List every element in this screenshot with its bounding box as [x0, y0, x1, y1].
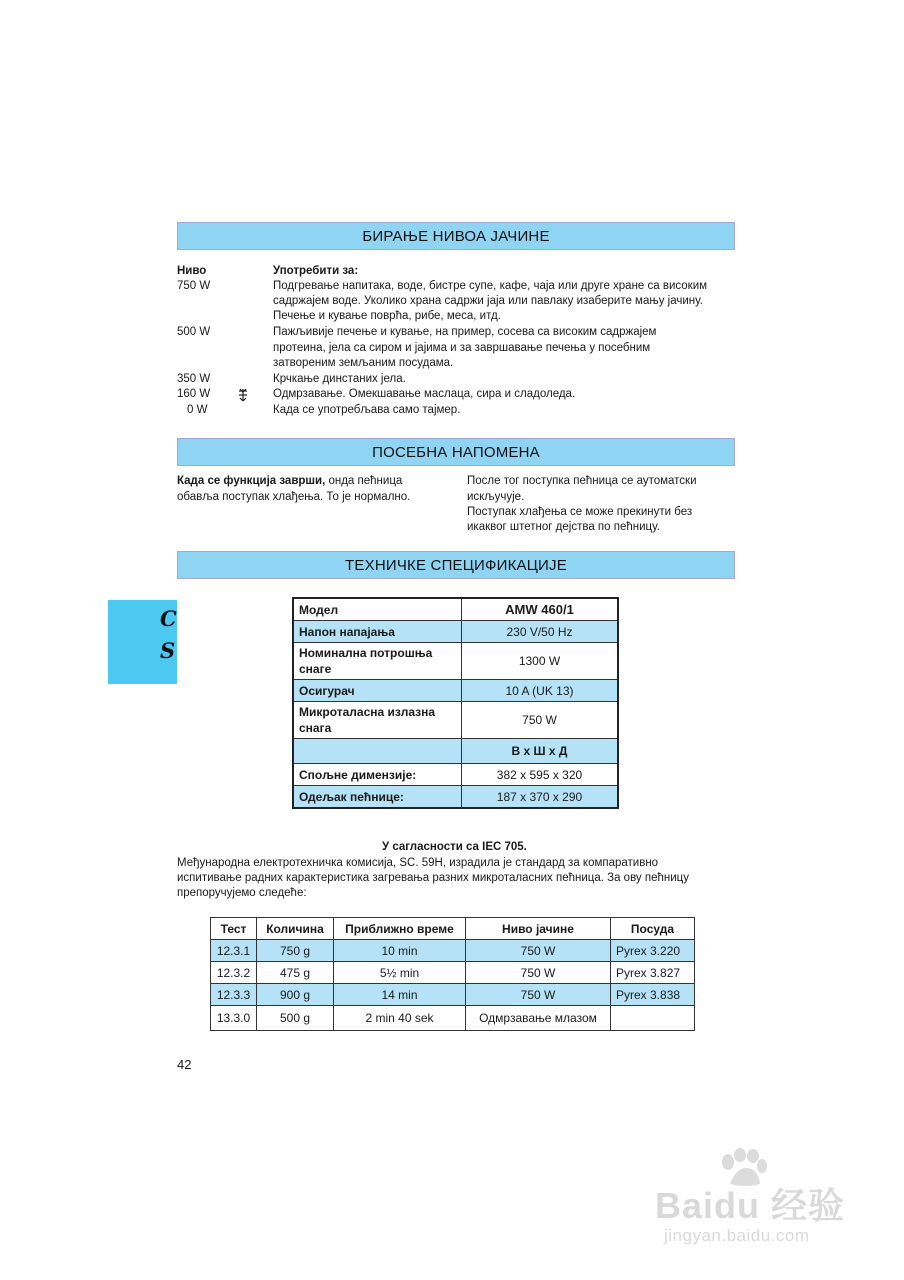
- spec-cavity-label: Одељак пећнице:: [293, 786, 462, 809]
- test-cell: 750 W: [466, 962, 611, 984]
- spec-model-label: Модел: [293, 598, 462, 621]
- spec-power-label-1: Номинална потрошња: [299, 646, 433, 660]
- spec-mw-label-1: Микроталасна излазна: [299, 705, 436, 719]
- page-number: 42: [177, 1057, 192, 1072]
- note-right-line3: Поступак хлађења се може прекинути без: [467, 506, 693, 518]
- spec-model-value: AMW 460/1: [462, 598, 619, 621]
- test-table-header: [211, 918, 695, 940]
- use-160: Одмрзавање. Омекшавање маслаца, сира и сладоледа.: [273, 388, 576, 400]
- spec-fuse-label: Осигурач: [293, 680, 462, 702]
- section-header-special-note: ПОСЕБНА НАПОМЕНА: [177, 438, 735, 466]
- test-cell: Pyrex 3.220: [611, 940, 695, 962]
- test-header-quantity: Количина: [257, 918, 334, 940]
- spec-row-voltage: [293, 621, 618, 643]
- spec-fuse-value: 10 A (UK 13): [462, 680, 619, 702]
- language-side-tab: [108, 600, 177, 684]
- spec-mw-value: 750 W: [462, 702, 619, 739]
- side-tab-letter-s: S: [160, 638, 176, 663]
- spec-row-outer: [293, 764, 618, 786]
- test-cell: 12.3.1: [211, 940, 257, 962]
- test-cell: 5½ min: [334, 962, 466, 984]
- test-cell: 900 g: [257, 984, 334, 1006]
- use-500-line3: затвореним земљаним посудама.: [273, 357, 454, 369]
- note-right-line2: искључује.: [467, 491, 525, 503]
- note-left-line1: [177, 474, 402, 490]
- spec-row-cavity: [293, 786, 618, 809]
- test-cell: 2 min 40 sek: [334, 1006, 466, 1031]
- spec-outer-value: 382 x 595 x 320: [462, 764, 619, 786]
- use-750-line3: Печење и кување поврћа, рибе, меса, итд.: [273, 310, 501, 322]
- spec-dims-header: В x Ш x Д: [462, 739, 619, 764]
- iec-title: У сагласности са IEC 705.: [382, 841, 527, 853]
- level-750: 750 W: [177, 280, 211, 292]
- table-row: [211, 940, 695, 962]
- iec-line2: испитивање радних карактеристика загревања разних микроталасних пећница. За ову пећницу: [177, 872, 690, 884]
- test-cell: 750 W: [466, 940, 611, 962]
- spec-table: [292, 597, 619, 809]
- spec-row-power: [293, 643, 618, 680]
- col-header-level: Ниво: [177, 265, 207, 277]
- use-350: Крчкање динстаних јела.: [273, 373, 406, 385]
- spec-row-dims-header: [293, 739, 618, 764]
- note-right-line4: икаквог штетног дејства по пећницу.: [467, 521, 660, 533]
- table-row: [211, 984, 695, 1006]
- section-header-power-levels: БИРАЊЕ НИВОА ЈАЧИНЕ: [177, 222, 735, 250]
- test-cell: 750 W: [466, 984, 611, 1006]
- test-header-time: Приближно време: [334, 918, 466, 940]
- use-750-line2: садржајем воде. Уколико храна садржи јаја или павлаку изаберите мању јачину.: [273, 295, 703, 307]
- note-right-line1: После тог поступка пећница се аутоматски: [467, 475, 697, 487]
- test-cell: 14 min: [334, 984, 466, 1006]
- test-cell: 12.3.2: [211, 962, 257, 984]
- spec-row-model: [293, 598, 618, 621]
- test-header-test: Тест: [211, 918, 257, 940]
- spec-power-value: 1300 W: [462, 643, 619, 680]
- use-0: Када се употребљава само тајмер.: [273, 404, 461, 416]
- table-row: [211, 1006, 695, 1031]
- test-cell: 12.3.3: [211, 984, 257, 1006]
- spec-cavity-value: 187 x 370 x 290: [462, 786, 619, 809]
- watermark-url: jingyan.baidu.com: [664, 1226, 810, 1245]
- test-table: [210, 917, 695, 1031]
- note-rest-phrase: онда пећница: [325, 475, 403, 487]
- spec-voltage-label: Напон напајања: [293, 621, 462, 643]
- spec-power-label: [293, 643, 462, 680]
- spec-row-fuse: [293, 680, 618, 702]
- defrost-icon: [237, 388, 249, 402]
- test-cell: Pyrex 3.838: [611, 984, 695, 1006]
- section-header-tech-specs: ТЕХНИЧКЕ СПЕЦИФИКАЦИЈЕ: [177, 551, 735, 579]
- test-cell: 500 g: [257, 1006, 334, 1031]
- note-left-line2: обавља поступак хлађења. То је нормално.: [177, 491, 411, 503]
- test-cell: Одмрзавање млазом: [466, 1006, 611, 1031]
- use-500-line2: протеина, јела са сиром и јајима и за завршавање печења у посебним: [273, 342, 651, 354]
- iec-line1: Међународна електротехничка комисија, SC. 59H, израдила је стандард за компаративно: [177, 857, 659, 869]
- iec-line3: препоручујемо следеће:: [177, 887, 307, 899]
- side-tab-letter-c: C: [160, 606, 177, 631]
- col-header-use: Употребити за:: [273, 265, 359, 277]
- use-750-line1: Подгревање напитака, воде, бистре супе, кафе, чаја или друге хране са високим: [273, 280, 708, 292]
- test-header-level: Ниво јачине: [466, 918, 611, 940]
- table-row: [211, 962, 695, 984]
- test-cell: 475 g: [257, 962, 334, 984]
- spec-mw-label-2: снага: [299, 721, 332, 735]
- test-cell: [611, 1006, 695, 1031]
- test-cell: 750 g: [257, 940, 334, 962]
- note-bold-phrase: Када се функција заврши,: [177, 475, 326, 487]
- level-0: 0 W: [187, 404, 208, 416]
- watermark-brand: Baidu 经验: [655, 1185, 846, 1226]
- test-cell: 13.3.0: [211, 1006, 257, 1031]
- spec-dims-empty: [293, 739, 462, 764]
- spec-power-label-2: снаге: [299, 662, 332, 676]
- test-cell: 10 min: [334, 940, 466, 962]
- spec-row-mw: [293, 702, 618, 739]
- level-500: 500 W: [177, 326, 211, 338]
- spec-mw-label: [293, 702, 462, 739]
- level-350: 350 W: [177, 373, 211, 385]
- test-cell: Pyrex 3.827: [611, 962, 695, 984]
- use-500-line1: Пажљивије печење и кување, на пример, сосева са високим садржајем: [273, 326, 657, 338]
- test-header-dish: Посуда: [611, 918, 695, 940]
- spec-outer-label: Спољне димензије:: [293, 764, 462, 786]
- level-160: 160 W: [177, 388, 211, 400]
- spec-voltage-value: 230 V/50 Hz: [462, 621, 619, 643]
